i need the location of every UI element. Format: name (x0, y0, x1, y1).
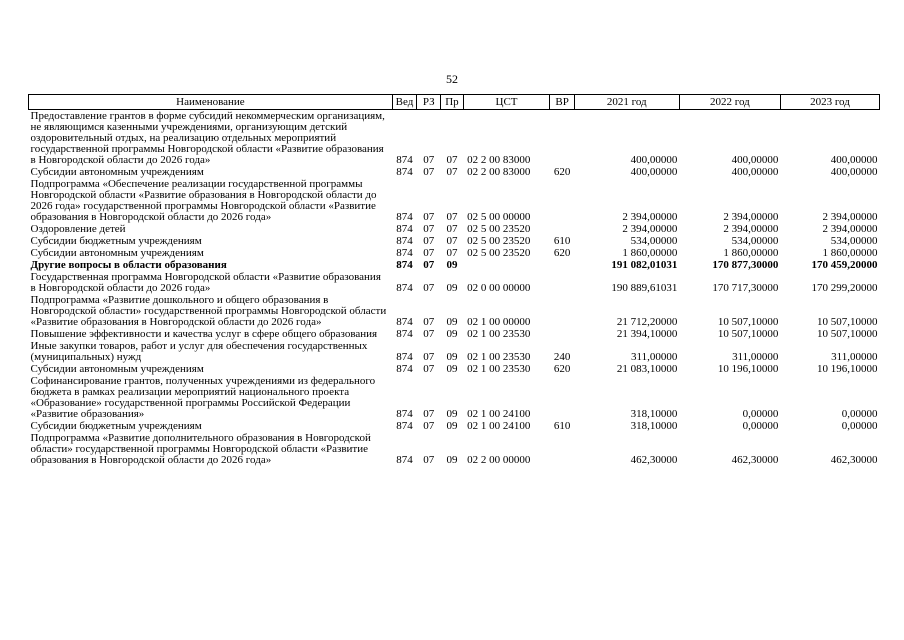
cell-name: Подпрограмма «Развитие дошкольного и общего образования в Новгородской области» государственной программы Новгородской области «Развитие образования в Новгородской области до 2026 года» (30, 294, 387, 328)
cell-2022: 170 717,30000 (712, 282, 779, 294)
cell-name: Иные закупки товаров, работ и услуг для обеспечения государственных (муниципальных) нужд (30, 340, 368, 363)
cell-name: Другие вопросы в области образования (30, 259, 227, 271)
table-row (29, 166, 880, 178)
cell-cst: 02 5 00 23520 (467, 235, 531, 247)
cell-cst: 02 2 00 83000 (467, 166, 531, 178)
cell-rz: 07 (423, 408, 435, 420)
table-header-row (29, 95, 880, 110)
header-vr: ВР (550, 95, 574, 110)
cell-vr (550, 375, 574, 420)
table-row (29, 432, 880, 466)
table-row (29, 235, 880, 247)
cell-2022: 170 877,30000 (712, 259, 779, 271)
cell-rz: 07 (423, 328, 435, 340)
cell-2021: 311,00000 (631, 351, 678, 363)
cell-cst: 02 1 00 24100 (467, 408, 531, 420)
cell-cst: 02 2 00 00000 (467, 454, 531, 466)
table-row (29, 294, 880, 328)
cell-cst: 02 1 00 23530 (467, 363, 531, 375)
header-rz: РЗ (417, 95, 441, 110)
table-row (29, 178, 880, 223)
cell-name: Субсидии автономным учреждениям (30, 247, 204, 259)
cell-pr: 09 (446, 316, 458, 328)
budget-table (28, 94, 880, 466)
cell-2023: 311,00000 (831, 351, 878, 363)
cell-ved: 874 (396, 223, 413, 235)
cell-cst: 02 2 00 83000 (467, 154, 531, 166)
cell-2023: 1 860,00000 (822, 247, 878, 259)
cell-2023: 2 394,00000 (822, 211, 878, 223)
table-row (29, 420, 880, 432)
cell-pr: 09 (446, 282, 458, 294)
table-row (29, 223, 880, 235)
cell-pr: 07 (446, 211, 458, 223)
cell-cst: 02 5 00 23520 (467, 247, 531, 259)
cell-2022: 10 507,10000 (717, 316, 779, 328)
cell-vr (550, 294, 574, 328)
cell-cst: 02 0 00 00000 (467, 282, 531, 294)
cell-ved: 874 (396, 454, 413, 466)
cell-2022: 0,00000 (742, 408, 779, 420)
cell-vr (550, 110, 574, 167)
cell-rz: 07 (423, 351, 435, 363)
cell-2022: 2 394,00000 (723, 223, 779, 235)
cell-cst: 02 5 00 23520 (467, 223, 531, 235)
cell-pr: 09 (446, 363, 458, 375)
cell-2023: 170 299,20000 (811, 282, 878, 294)
cell-2021: 318,10000 (630, 408, 678, 420)
cell-pr: 07 (446, 235, 458, 247)
cell-2021: 21 712,20000 (616, 316, 678, 328)
cell-2021: 190 889,61031 (611, 282, 678, 294)
cell-name: Субсидии автономным учреждениям (30, 166, 204, 178)
cell-pr: 09 (446, 328, 458, 340)
cell-vr: 610 (553, 235, 571, 247)
cell-vr: 620 (553, 166, 571, 178)
cell-vr: 240 (553, 351, 571, 363)
cell-2022: 400,00000 (731, 166, 779, 178)
cell-vr (550, 259, 574, 271)
cell-pr: 07 (446, 247, 458, 259)
table-row (29, 363, 880, 375)
table-row (29, 271, 880, 294)
cell-vr (550, 178, 574, 223)
cell-pr: 09 (446, 259, 458, 271)
table-row (29, 375, 880, 420)
cell-2023: 2 394,00000 (822, 223, 878, 235)
cell-ved: 874 (396, 351, 413, 363)
cell-rz: 07 (423, 363, 435, 375)
cell-rz: 07 (423, 166, 435, 178)
cell-name: Субсидии автономным учреждениям (30, 363, 204, 375)
cell-2023: 10 196,10000 (817, 363, 878, 375)
cell-pr: 07 (446, 223, 458, 235)
cell-ved: 874 (396, 247, 413, 259)
cell-ved: 874 (396, 259, 413, 271)
cell-2021: 462,30000 (630, 454, 678, 466)
table-row (29, 110, 880, 167)
cell-2021: 2 394,00000 (622, 211, 678, 223)
cell-name: Государственная программа Новгородской области «Развитие образования в Новгородской области до 2026 года» (30, 271, 381, 294)
cell-vr (550, 223, 574, 235)
cell-vr: 610 (553, 420, 571, 432)
header-2021: 2021 год (574, 95, 679, 110)
header-2022: 2022 год (679, 95, 780, 110)
cell-2021: 21 083,10000 (616, 363, 678, 375)
table-row (29, 328, 880, 340)
cell-cst (463, 259, 550, 271)
cell-2023: 534,00000 (830, 235, 878, 247)
cell-name: Субсидии бюджетным учреждениям (30, 420, 202, 432)
cell-name: Повышение эффективности и качества услуг в сфере общего образования (30, 328, 378, 340)
cell-name: Оздоровление детей (30, 223, 126, 235)
table-row (29, 247, 880, 259)
page-number: 52 (446, 72, 458, 86)
cell-2021: 318,10000 (630, 420, 678, 432)
cell-name: Софинансирование грантов, полученных учреждениями из федерального бюджета в рамках реализации мероприятий национального проекта «Образование» государственной программы Российской Федерации «Развитие образования» (30, 375, 376, 420)
cell-pr: 09 (446, 420, 458, 432)
cell-rz: 07 (423, 282, 435, 294)
cell-ved: 874 (396, 420, 413, 432)
cell-2022: 10 196,10000 (717, 363, 779, 375)
cell-2021: 1 860,00000 (622, 247, 678, 259)
header-ved: Вед (392, 95, 416, 110)
cell-2023: 400,00000 (830, 154, 878, 166)
cell-ved: 874 (396, 235, 413, 247)
cell-ved: 874 (396, 166, 413, 178)
cell-vr: 620 (553, 247, 571, 259)
cell-pr: 07 (446, 154, 458, 166)
cell-2021: 534,00000 (630, 235, 678, 247)
cell-2022: 0,00000 (742, 420, 779, 432)
header-name: Наименование (29, 95, 393, 110)
cell-2021: 400,00000 (630, 154, 678, 166)
cell-name: Предоставление грантов в форме субсидий некоммерческим организациям, не являющимся казенными учреждениями, организующим детский оздоровительный отдых, на реализацию отдельных мероприятий государственной программы Новгородской области «Развитие образования в Новгородской области до 2026 года» (30, 110, 385, 166)
cell-2022: 311,00000 (732, 351, 779, 363)
header-pr: Пр (441, 95, 463, 110)
header-cst: ЦСТ (463, 95, 550, 110)
table-row (29, 340, 880, 363)
cell-rz: 07 (423, 259, 435, 271)
cell-rz: 07 (423, 420, 435, 432)
cell-cst: 02 1 00 23530 (467, 351, 531, 363)
cell-rz: 07 (423, 454, 435, 466)
table-row (29, 259, 880, 271)
cell-2021: 2 394,00000 (622, 223, 678, 235)
cell-ved: 874 (396, 328, 413, 340)
cell-2021: 400,00000 (630, 166, 678, 178)
cell-ved: 874 (396, 282, 413, 294)
cell-2023: 0,00000 (841, 408, 878, 420)
cell-cst: 02 1 00 00000 (467, 316, 531, 328)
cell-rz: 07 (423, 247, 435, 259)
cell-2022: 534,00000 (731, 235, 779, 247)
cell-2022: 10 507,10000 (717, 328, 779, 340)
cell-2021: 21 394,10000 (616, 328, 678, 340)
cell-2023: 462,30000 (830, 454, 878, 466)
cell-pr: 09 (446, 351, 458, 363)
cell-2023: 400,00000 (830, 166, 878, 178)
cell-pr: 07 (446, 166, 458, 178)
cell-rz: 07 (423, 211, 435, 223)
cell-ved: 874 (396, 154, 413, 166)
cell-pr: 09 (446, 454, 458, 466)
cell-ved: 874 (396, 363, 413, 375)
cell-rz: 07 (423, 223, 435, 235)
cell-2022: 1 860,00000 (723, 247, 779, 259)
cell-2023: 10 507,10000 (817, 316, 878, 328)
cell-vr (550, 328, 574, 340)
cell-vr: 620 (553, 363, 571, 375)
cell-name: Подпрограмма «Обеспечение реализации государственной программы Новгородской области «Развитие образования в Новгородской области до 2026 года» государственной программы Новгородской области «Развитие образования в Новгородской области до 2026 года» (30, 178, 377, 223)
cell-pr: 09 (446, 408, 458, 420)
cell-2023: 170 459,20000 (811, 259, 878, 271)
cell-rz: 07 (423, 154, 435, 166)
cell-vr (550, 432, 574, 466)
cell-rz: 07 (423, 316, 435, 328)
cell-2022: 462,30000 (731, 454, 779, 466)
cell-rz: 07 (423, 235, 435, 247)
cell-2023: 10 507,10000 (817, 328, 878, 340)
cell-vr (550, 271, 574, 294)
cell-ved: 874 (396, 211, 413, 223)
cell-ved: 874 (396, 408, 413, 420)
cell-cst: 02 1 00 23530 (467, 328, 531, 340)
cell-name: Подпрограмма «Развитие дополнительного образования в Новгородской области» государственной программы Новгородской области «Развитие образования в Новгородской области до 2026 года» (30, 432, 371, 466)
cell-2023: 0,00000 (841, 420, 878, 432)
table-body (29, 110, 880, 467)
cell-2022: 400,00000 (731, 154, 779, 166)
cell-2021: 191 082,01031 (611, 259, 678, 271)
cell-2022: 2 394,00000 (723, 211, 779, 223)
cell-cst: 02 5 00 00000 (467, 211, 531, 223)
cell-ved: 874 (396, 316, 413, 328)
cell-cst: 02 1 00 24100 (467, 420, 531, 432)
header-2023: 2023 год (780, 95, 879, 110)
cell-name: Субсидии бюджетным учреждениям (30, 235, 202, 247)
